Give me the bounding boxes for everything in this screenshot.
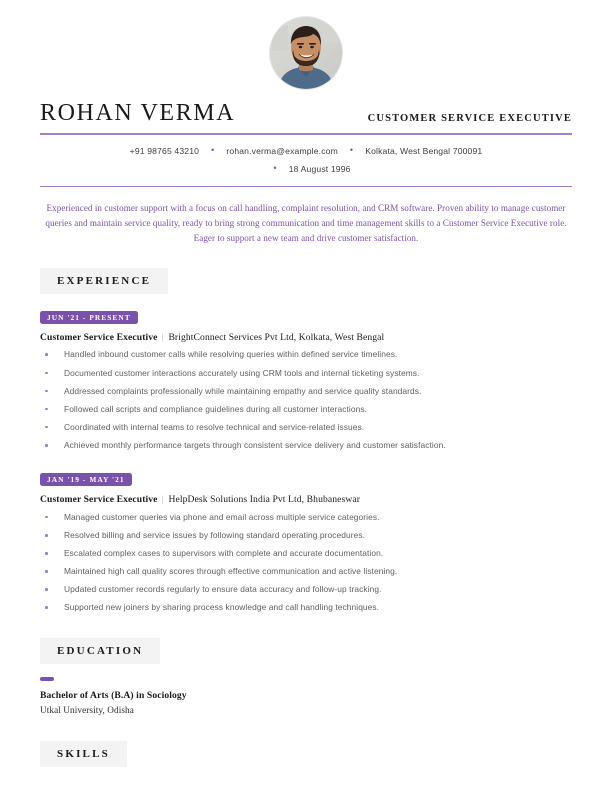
list-item: Documented customer interactions accurately using CRM tools and internal ticketing systems.	[40, 368, 572, 380]
contact-email: rohan.verma@example.com	[226, 145, 338, 156]
profile-photo-icon	[270, 17, 342, 89]
experience-role: Customer Service Executive	[40, 493, 158, 505]
education-degree: Bachelor of Arts (B.A) in Sociology	[40, 690, 187, 702]
professional-summary: Experienced in customer support with a focus on call handling, complaint resolution, and CRM software. Proven ability to manage customer queries and maintain service quality, ready to bring strong communication and time management skills to a Customer Service Executive role. Eager to support a new team and drive customer satisfaction.	[45, 203, 567, 243]
contact-second-line	[40, 160, 572, 178]
list-item: Managed customer queries via phone and email across multiple service categories.	[40, 512, 572, 524]
experience-bullet-list	[40, 349, 572, 451]
list-item: Followed call scripts and compliance guidelines during all customer interactions.	[40, 404, 572, 416]
section-header-experience: EXPERIENCE	[40, 268, 168, 294]
list-item: Addressed complaints professionally while maintaining empathy and service quality standards.	[40, 386, 572, 398]
experience-entry	[0, 469, 612, 614]
contact-info	[0, 135, 612, 178]
status-badge: JAN '19 - MAY '21	[40, 473, 132, 486]
experience-role: Customer Service Executive	[40, 331, 158, 343]
education-entry	[0, 677, 612, 715]
experience-company: BrightConnect Services Pvt Ltd, Kolkata, West Bengal	[168, 331, 385, 343]
experience-role-line	[40, 494, 572, 507]
experience-section-header-wrap	[0, 268, 612, 294]
contact-birthdate: 18 August 1996	[288, 163, 351, 174]
education-accent-dash-icon	[40, 677, 54, 681]
skills-section-header-wrap	[0, 741, 612, 767]
bullet-separator-icon: •	[349, 144, 354, 155]
header-divider-bottom	[40, 186, 572, 188]
list-item: Resolved billing and service issues by following standard operating procedures.	[40, 530, 572, 542]
avatar	[270, 17, 342, 89]
education-section-header-wrap	[0, 638, 612, 664]
contact-location: Kolkata, West Bengal 700091	[365, 145, 483, 156]
bullet-separator-icon: •	[273, 162, 277, 173]
list-item: Updated customer records regularly to ensure data accuracy and follow-up tracking.	[40, 584, 572, 596]
section-header-skills: SKILLS	[40, 741, 127, 767]
experience-entry	[0, 307, 612, 452]
bullet-separator-icon: •	[211, 144, 215, 155]
education-school: Utkal University, Odisha	[40, 705, 134, 716]
section-header-education: EDUCATION	[40, 638, 160, 664]
list-item: Achieved monthly performance targets through consistent service delivery and customer satisfaction.	[40, 440, 572, 452]
list-item: Handled inbound customer calls while resolving queries within defined service timelines.	[40, 349, 572, 361]
page-title: ROHAN VERMA	[40, 100, 236, 126]
job-title: CUSTOMER SERVICE EXECUTIVE	[367, 113, 572, 125]
role-company-divider: |	[161, 493, 164, 505]
avatar-container	[0, 0, 612, 89]
header-name-row	[0, 89, 612, 126]
list-item: Escalated complex cases to supervisors with complete and accurate documentation.	[40, 548, 572, 560]
experience-company: HelpDesk Solutions India Pvt Ltd, Bhubaneswar	[168, 493, 360, 505]
contact-phone: +91 98765 43210	[129, 145, 200, 156]
status-badge: JUN '21 - PRESENT	[40, 311, 138, 324]
experience-role-line	[40, 332, 572, 345]
role-company-divider: |	[161, 331, 164, 343]
experience-bullet-list	[40, 512, 572, 614]
list-item: Supported new joiners by sharing process knowledge and call handling techniques.	[40, 602, 572, 614]
list-item: Maintained high call quality scores through effective communication and active listening.	[40, 566, 572, 578]
list-item: Coordinated with internal teams to resolve technical and service-related issues.	[40, 422, 572, 434]
